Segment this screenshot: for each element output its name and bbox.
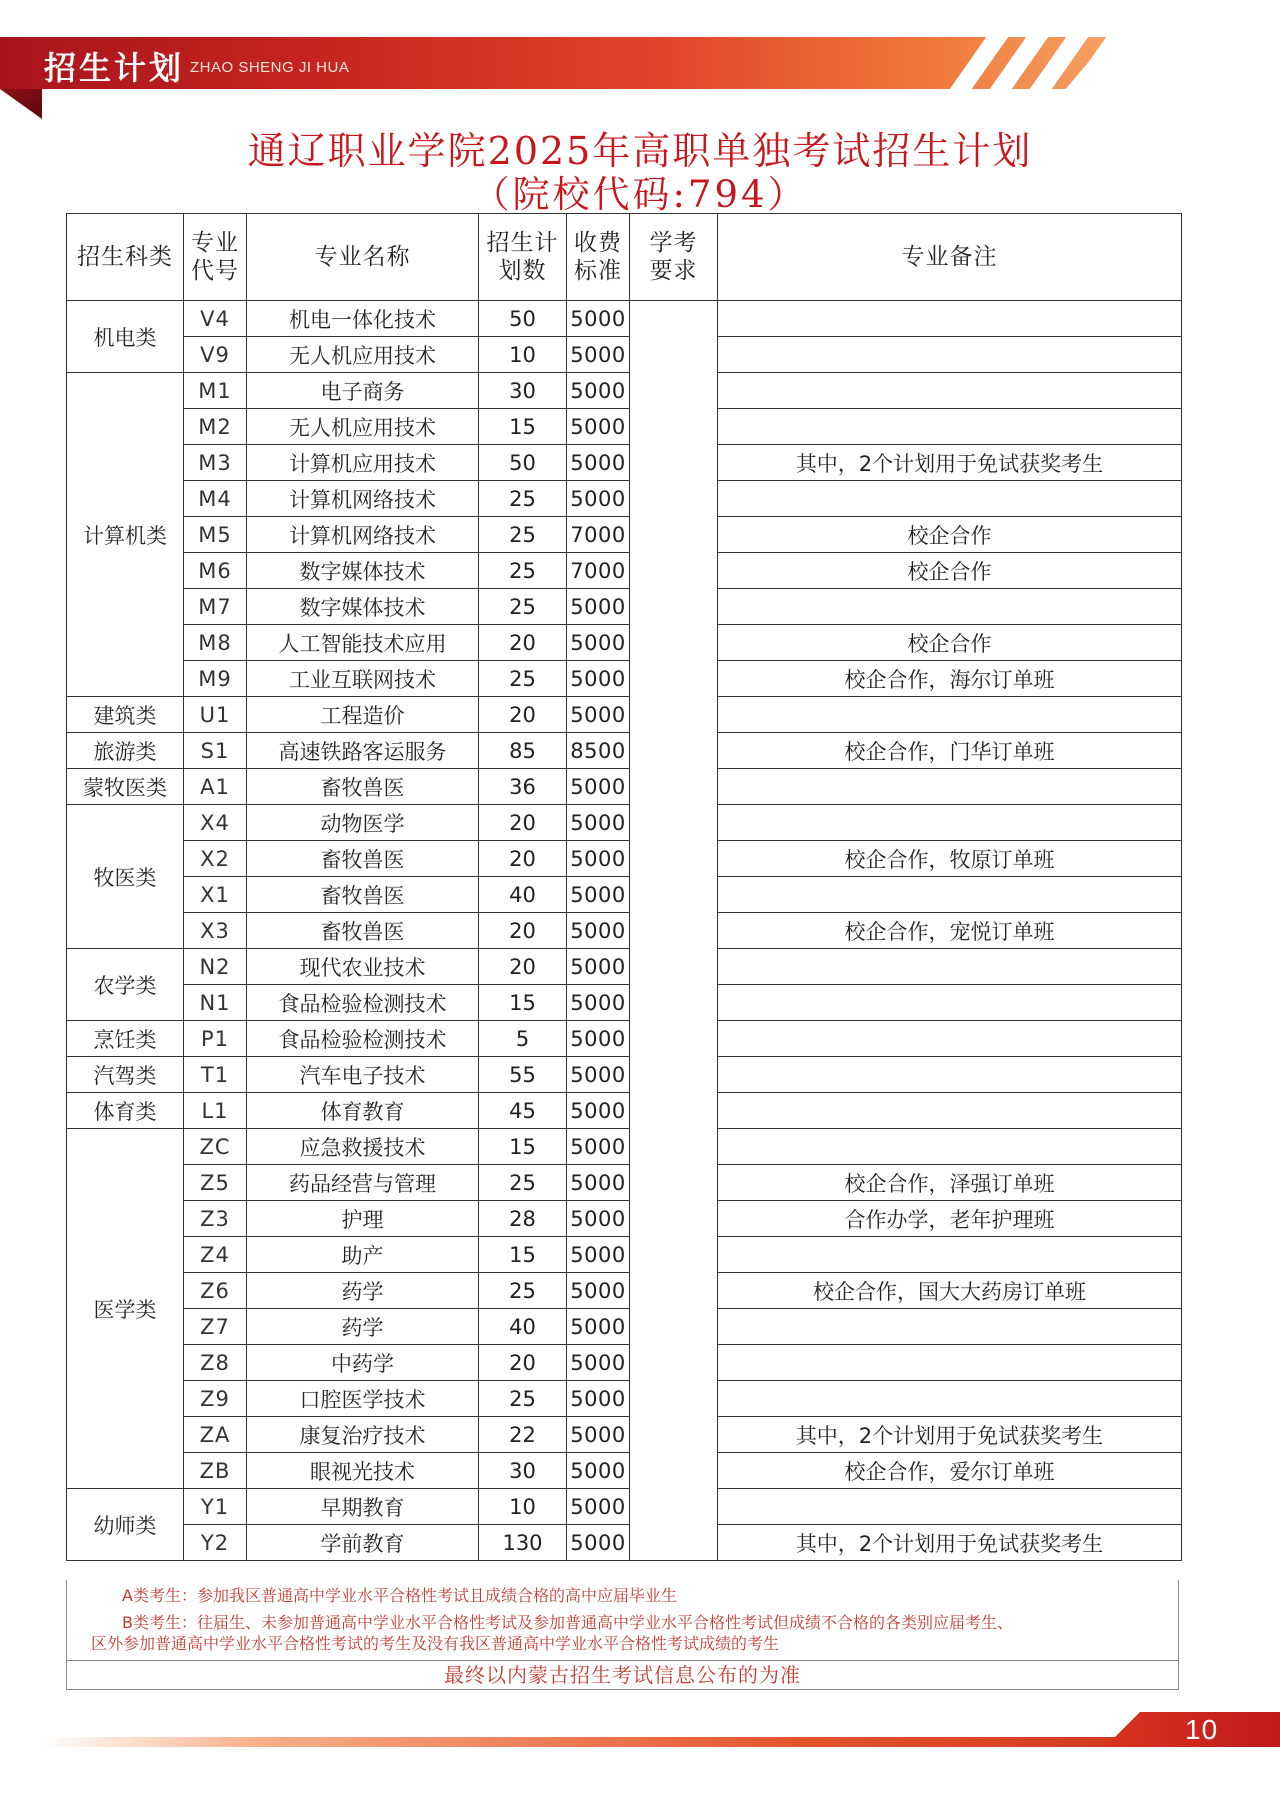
major-code-cell: M7 [184, 589, 247, 625]
remark-cell: 校企合作，海尔订单班 [718, 661, 1182, 697]
category-cell: 幼师类 [67, 1489, 184, 1561]
remark-cell: 校企合作，国大大药房订单班 [718, 1273, 1182, 1309]
major-name-cell: 药学 [247, 1309, 479, 1345]
major-name-cell: 眼视光技术 [247, 1453, 479, 1489]
table-row [67, 1417, 1182, 1453]
remark-cell: 校企合作 [718, 517, 1182, 553]
plan-count-cell: 25 [479, 589, 567, 625]
major-name-cell: 口腔医学技术 [247, 1381, 479, 1417]
major-code-cell: U1 [184, 697, 247, 733]
major-code-cell: S1 [184, 733, 247, 769]
plan-count-cell: 28 [479, 1201, 567, 1237]
plan-count-cell: 20 [479, 949, 567, 985]
major-name-cell: 助产 [247, 1237, 479, 1273]
major-name-cell: 电子商务 [247, 373, 479, 409]
plan-count-cell: 85 [479, 733, 567, 769]
plan-count-cell: 15 [479, 1129, 567, 1165]
fee-cell: 5000 [567, 1093, 630, 1129]
major-code-cell: Z4 [184, 1237, 247, 1273]
remark-cell [718, 877, 1182, 913]
table-row [67, 1237, 1182, 1273]
table-row [67, 877, 1182, 913]
fee-cell: 5000 [567, 1165, 630, 1201]
category-cell: 烹饪类 [67, 1021, 184, 1057]
major-name-cell: 畜牧兽医 [247, 877, 479, 913]
fee-cell: 5000 [567, 1525, 630, 1561]
remark-cell: 其中，2个计划用于免试获奖考生 [718, 1417, 1182, 1453]
remark-cell: 其中，2个计划用于免试获奖考生 [718, 445, 1182, 481]
major-name-cell: 无人机应用技术 [247, 409, 479, 445]
fee-cell: 5000 [567, 913, 630, 949]
major-name-cell: 汽车电子技术 [247, 1057, 479, 1093]
note-type-b-line1: B类考生：往届生、未参加普通高中学业水平合格性考试及参加普通高中学业水平合格性考试但成绩不合格的各类别应届考生、 [122, 1613, 1013, 1632]
plan-count-cell: 25 [479, 1381, 567, 1417]
plan-count-cell: 22 [479, 1417, 567, 1453]
table-row [67, 337, 1182, 373]
table-row [67, 913, 1182, 949]
major-name-cell: 康复治疗技术 [247, 1417, 479, 1453]
remark-cell: 校企合作 [718, 625, 1182, 661]
plan-count-cell: 130 [479, 1525, 567, 1561]
remark-cell [718, 1021, 1182, 1057]
fee-cell: 5000 [567, 301, 630, 337]
fee-cell: 5000 [567, 1201, 630, 1237]
fee-cell: 5000 [567, 697, 630, 733]
exam-requirement-cell [630, 301, 718, 1561]
major-code-cell: M6 [184, 553, 247, 589]
major-name-cell: 工程造价 [247, 697, 479, 733]
remark-cell [718, 1129, 1182, 1165]
fee-cell: 7000 [567, 553, 630, 589]
remark-cell [718, 1381, 1182, 1417]
plan-count-cell: 25 [479, 481, 567, 517]
remark-cell: 其中，2个计划用于免试获奖考生 [718, 1525, 1182, 1561]
table-row [67, 1489, 1182, 1525]
major-code-cell: V9 [184, 337, 247, 373]
major-code-cell: N2 [184, 949, 247, 985]
major-name-cell: 动物医学 [247, 805, 479, 841]
major-name-cell: 现代农业技术 [247, 949, 479, 985]
major-code-cell: M1 [184, 373, 247, 409]
major-code-cell: Z6 [184, 1273, 247, 1309]
fee-cell: 5000 [567, 1237, 630, 1273]
table-row [67, 1453, 1182, 1489]
remark-cell [718, 697, 1182, 733]
plan-count-cell: 40 [479, 877, 567, 913]
remark-cell [718, 1237, 1182, 1273]
remark-cell [718, 589, 1182, 625]
remark-cell [718, 805, 1182, 841]
major-name-cell: 护理 [247, 1201, 479, 1237]
plan-count-cell: 30 [479, 1453, 567, 1489]
table-row [67, 1057, 1182, 1093]
fee-cell: 5000 [567, 1453, 630, 1489]
table-row [67, 1525, 1182, 1561]
note-type-b-line2: 区外参加普通高中学业水平合格性考试的考生及没有我区普通高中学业水平合格性考试成绩的考生 [91, 1634, 780, 1653]
category-cell: 牧医类 [67, 805, 184, 949]
table-row [67, 1201, 1182, 1237]
remark-cell [718, 949, 1182, 985]
fee-cell: 5000 [567, 1057, 630, 1093]
table-row [67, 481, 1182, 517]
table-row [67, 1165, 1182, 1201]
plan-count-cell: 25 [479, 1165, 567, 1201]
major-code-cell: ZB [184, 1453, 247, 1489]
fee-cell: 5000 [567, 337, 630, 373]
fee-cell: 5000 [567, 1345, 630, 1381]
major-code-cell: X2 [184, 841, 247, 877]
major-name-cell: 计算机应用技术 [247, 445, 479, 481]
fee-cell: 5000 [567, 589, 630, 625]
major-name-cell: 计算机网络技术 [247, 481, 479, 517]
table-row [67, 1129, 1182, 1165]
major-code-cell: ZC [184, 1129, 247, 1165]
plan-count-cell: 20 [479, 805, 567, 841]
table-row [67, 301, 1182, 337]
major-code-cell: Z5 [184, 1165, 247, 1201]
table-row [67, 697, 1182, 733]
major-name-cell: 应急救援技术 [247, 1129, 479, 1165]
footer-bar [40, 1737, 1120, 1747]
plan-count-cell: 45 [479, 1093, 567, 1129]
fee-cell: 5000 [567, 841, 630, 877]
plan-count-cell: 15 [479, 1237, 567, 1273]
fee-cell: 5000 [567, 985, 630, 1021]
remark-cell [718, 373, 1182, 409]
major-code-cell: M4 [184, 481, 247, 517]
fee-cell: 5000 [567, 445, 630, 481]
fee-cell: 5000 [567, 625, 630, 661]
major-code-cell: T1 [184, 1057, 247, 1093]
major-code-cell: X1 [184, 877, 247, 913]
section-title: 招生计划 [44, 49, 185, 87]
fee-cell: 5000 [567, 1273, 630, 1309]
remark-cell [718, 1345, 1182, 1381]
fee-cell: 5000 [567, 769, 630, 805]
remark-cell [718, 301, 1182, 337]
plan-count-cell: 30 [479, 373, 567, 409]
major-name-cell: 计算机网络技术 [247, 517, 479, 553]
major-code-cell: Z7 [184, 1309, 247, 1345]
header-fee: 收费 标准 [567, 214, 630, 301]
major-name-cell: 畜牧兽医 [247, 913, 479, 949]
major-name-cell: 食品检验检测技术 [247, 985, 479, 1021]
remark-cell [718, 1093, 1182, 1129]
table-row [67, 409, 1182, 445]
major-code-cell: Z8 [184, 1345, 247, 1381]
banner-fold [0, 89, 42, 119]
category-cell: 旅游类 [67, 733, 184, 769]
plan-count-cell: 50 [479, 445, 567, 481]
fee-cell: 5000 [567, 1309, 630, 1345]
major-name-cell: 数字媒体技术 [247, 589, 479, 625]
final-note: 最终以内蒙古招生考试信息公布的为准 [66, 1660, 1179, 1690]
section-banner [0, 37, 1110, 89]
remark-cell [718, 769, 1182, 805]
major-code-cell: M9 [184, 661, 247, 697]
remark-cell [718, 1489, 1182, 1525]
major-code-cell: M3 [184, 445, 247, 481]
plan-count-cell: 25 [479, 517, 567, 553]
remark-cell: 校企合作，宠悦订单班 [718, 913, 1182, 949]
table-row [67, 769, 1182, 805]
remark-cell [718, 409, 1182, 445]
major-name-cell: 工业互联网技术 [247, 661, 479, 697]
plan-count-cell: 10 [479, 1489, 567, 1525]
category-cell: 建筑类 [67, 697, 184, 733]
fee-cell: 5000 [567, 661, 630, 697]
fee-cell: 7000 [567, 517, 630, 553]
note-type-a: A类考生：参加我区普通高中学业水平合格性考试且成绩合格的高中应届毕业生 [122, 1586, 677, 1605]
fee-cell: 8500 [567, 733, 630, 769]
table-row [67, 1021, 1182, 1057]
major-name-cell: 早期教育 [247, 1489, 479, 1525]
table-row [67, 517, 1182, 553]
header-major-name: 专业名称 [247, 214, 479, 301]
remark-cell [718, 1309, 1182, 1345]
plan-count-cell: 15 [479, 409, 567, 445]
section-pinyin: ZHAO SHENG JI HUA [190, 59, 350, 76]
plan-count-cell: 20 [479, 697, 567, 733]
major-code-cell: Y1 [184, 1489, 247, 1525]
plan-count-cell: 40 [479, 1309, 567, 1345]
major-name-cell: 无人机应用技术 [247, 337, 479, 373]
major-name-cell: 药学 [247, 1273, 479, 1309]
major-code-cell: N1 [184, 985, 247, 1021]
remark-cell: 合作办学，老年护理班 [718, 1201, 1182, 1237]
major-name-cell: 食品检验检测技术 [247, 1021, 479, 1057]
major-code-cell: Z3 [184, 1201, 247, 1237]
remark-cell: 校企合作，牧原订单班 [718, 841, 1182, 877]
header-code: 专业 代号 [184, 214, 247, 301]
fee-cell: 5000 [567, 481, 630, 517]
table-row [67, 445, 1182, 481]
table-row [67, 1093, 1182, 1129]
major-name-cell: 畜牧兽医 [247, 841, 479, 877]
table-header-row [67, 214, 1182, 301]
header-remarks: 专业备注 [718, 214, 1182, 301]
header-exam-requirement: 学考 要求 [630, 214, 718, 301]
category-cell: 体育类 [67, 1093, 184, 1129]
major-code-cell: M2 [184, 409, 247, 445]
remark-cell: 校企合作，泽强订单班 [718, 1165, 1182, 1201]
plan-count-cell: 25 [479, 661, 567, 697]
table-row [67, 805, 1182, 841]
major-code-cell: M5 [184, 517, 247, 553]
remark-cell [718, 1057, 1182, 1093]
document-subtitle: （院校代码:794） [472, 173, 808, 216]
enrollment-table [66, 213, 1182, 1561]
table-row [67, 985, 1182, 1021]
document-title: 通辽职业学院2025年高职单独考试招生计划 [247, 129, 1033, 173]
plan-count-cell: 20 [479, 1345, 567, 1381]
major-name-cell: 数字媒体技术 [247, 553, 479, 589]
major-name-cell: 中药学 [247, 1345, 479, 1381]
category-cell: 汽驾类 [67, 1057, 184, 1093]
fee-cell: 5000 [567, 1417, 630, 1453]
plan-count-cell: 15 [479, 985, 567, 1021]
major-name-cell: 体育教育 [247, 1093, 479, 1129]
fee-cell: 5000 [567, 1021, 630, 1057]
table-row [67, 1381, 1182, 1417]
category-cell: 医学类 [67, 1129, 184, 1489]
category-cell: 机电类 [67, 301, 184, 373]
table-row [67, 553, 1182, 589]
plan-count-cell: 5 [479, 1021, 567, 1057]
plan-count-cell: 55 [479, 1057, 567, 1093]
plan-count-cell: 20 [479, 913, 567, 949]
major-code-cell: X3 [184, 913, 247, 949]
plan-count-cell: 25 [479, 553, 567, 589]
plan-count-cell: 36 [479, 769, 567, 805]
fee-cell: 5000 [567, 877, 630, 913]
plan-count-cell: 20 [479, 841, 567, 877]
table-row [67, 1273, 1182, 1309]
major-code-cell: V4 [184, 301, 247, 337]
fee-cell: 5000 [567, 373, 630, 409]
fee-cell: 5000 [567, 1381, 630, 1417]
major-name-cell: 畜牧兽医 [247, 769, 479, 805]
major-name-cell: 高速铁路客运服务 [247, 733, 479, 769]
page-number: 10 [1185, 1714, 1219, 1745]
header-plan-count: 招生计 划数 [479, 214, 567, 301]
major-code-cell: ZA [184, 1417, 247, 1453]
remark-cell: 校企合作，爱尔订单班 [718, 1453, 1182, 1489]
table-row [67, 949, 1182, 985]
major-name-cell: 药品经营与管理 [247, 1165, 479, 1201]
fee-cell: 5000 [567, 1489, 630, 1525]
major-code-cell: X4 [184, 805, 247, 841]
plan-count-cell: 10 [479, 337, 567, 373]
table-row [67, 625, 1182, 661]
major-code-cell: P1 [184, 1021, 247, 1057]
category-cell: 计算机类 [67, 373, 184, 697]
fee-cell: 5000 [567, 805, 630, 841]
remark-cell [718, 985, 1182, 1021]
major-code-cell: L1 [184, 1093, 247, 1129]
fee-cell: 5000 [567, 409, 630, 445]
remark-cell: 校企合作，门华订单班 [718, 733, 1182, 769]
major-name-cell: 机电一体化技术 [247, 301, 479, 337]
table-row [67, 733, 1182, 769]
fee-cell: 5000 [567, 1129, 630, 1165]
major-code-cell: A1 [184, 769, 247, 805]
major-code-cell: Y2 [184, 1525, 247, 1561]
remark-cell: 校企合作 [718, 553, 1182, 589]
table-row [67, 589, 1182, 625]
major-code-cell: M8 [184, 625, 247, 661]
category-cell: 蒙牧医类 [67, 769, 184, 805]
major-name-cell: 学前教育 [247, 1525, 479, 1561]
table-row [67, 1309, 1182, 1345]
fee-cell: 5000 [567, 949, 630, 985]
plan-count-cell: 50 [479, 301, 567, 337]
table-row [67, 373, 1182, 409]
category-cell: 农学类 [67, 949, 184, 1021]
plan-count-cell: 20 [479, 625, 567, 661]
table-row [67, 1345, 1182, 1381]
major-code-cell: Z9 [184, 1381, 247, 1417]
remark-cell [718, 481, 1182, 517]
table-row [67, 841, 1182, 877]
plan-count-cell: 25 [479, 1273, 567, 1309]
table-row [67, 661, 1182, 697]
header-category: 招生科类 [67, 214, 184, 301]
banner-stripes [948, 37, 1118, 89]
major-name-cell: 人工智能技术应用 [247, 625, 479, 661]
remark-cell [718, 337, 1182, 373]
